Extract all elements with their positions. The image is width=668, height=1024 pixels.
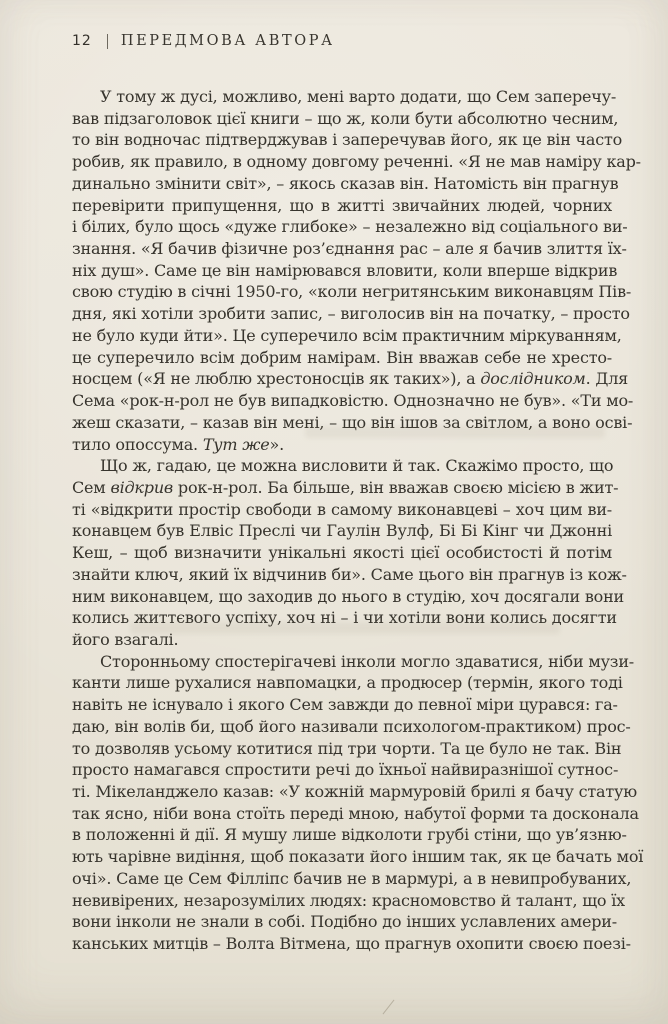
text-line xyxy=(72,564,627,586)
text-run: ним виконавцем, що заходив до нього в студію, хоч досягали вони xyxy=(72,586,625,606)
text-run: конавцем був Елвіс Преслі чи Гаулін Вулф, Бі Бі Кінг чи Джонні xyxy=(72,521,612,541)
text-line xyxy=(72,629,612,651)
text-line xyxy=(72,586,625,608)
header-divider-line xyxy=(107,34,108,49)
text-run: ють чарівне видіння, щоб показати його іншим так, як це бачать мої xyxy=(72,847,644,867)
italic-text-run: відкрив xyxy=(110,477,174,497)
text-line xyxy=(72,281,632,303)
text-run: Сема «рок-н-рол не був випадковістю. Однозначно не був». «Ти мо- xyxy=(72,391,634,411)
text-line xyxy=(72,781,637,803)
text-line xyxy=(72,434,612,456)
text-run: канти лише рухалися навпомацки, а продюсер (термін, якого тоді xyxy=(72,673,623,693)
text-line xyxy=(72,520,612,542)
text-run: ніх душ». Саме це він намірювався вловити, коли вперше відкрив xyxy=(72,260,618,280)
text-line xyxy=(72,759,619,781)
text-line xyxy=(72,108,619,130)
running-header-title: ПЕРЕДМОВА АВТОРА xyxy=(120,33,335,49)
text-run: канських митців – Волта Вітмена, що прагнув охопити своєю поезі- xyxy=(72,934,631,954)
text-line xyxy=(72,86,617,108)
text-run: то він водночас підтверджував і заперечував його, як це він часто xyxy=(72,130,623,150)
text-line xyxy=(72,868,632,890)
text-run: очі». Саме це Сем Філліпс бачив не в мармурі, а в невипробуваних, xyxy=(72,868,632,888)
text-run: це суперечило всім добрим намірам. Він вважав себе не хресто- xyxy=(72,347,612,367)
text-line xyxy=(72,412,633,434)
text-run: У тому ж дусі, можливо, мені варто додати, що Сем заперечу- xyxy=(100,87,617,106)
text-run: просто намагався спростити речі до їхньої найвиразнішої сутнос- xyxy=(72,760,619,780)
text-run: і білих, було щось «дуже глибоке» – незалежно від соціального ви- xyxy=(72,217,628,237)
text-line xyxy=(72,368,629,390)
text-run: тило опоссума. xyxy=(72,434,203,454)
text-line xyxy=(72,651,634,673)
text-run: невивірених, незарозумілих людях: красномовство й талант, що їх xyxy=(72,890,625,910)
text-run: ». xyxy=(269,434,284,454)
text-line xyxy=(72,216,628,238)
text-run: не було куди йти». Це суперечило всім практичним міркуванням, xyxy=(72,325,622,345)
text-run: Сем xyxy=(72,477,111,497)
text-run: даю, він волів би, щоб його називали психологом-практиком) прос- xyxy=(72,716,631,736)
text-line xyxy=(72,303,630,325)
text-line xyxy=(72,260,618,282)
italic-text-run: дослідником xyxy=(480,369,586,389)
text-line xyxy=(72,390,634,412)
running-header xyxy=(72,33,335,49)
text-line xyxy=(72,933,631,955)
text-run: ті. Мікеланджело казав: «У кожній мармуровій брилі я бачу статую xyxy=(72,782,637,801)
text-run: його взагалі. xyxy=(72,629,179,649)
paper-scratch xyxy=(383,1000,395,1015)
paragraph xyxy=(72,455,627,650)
text-run: динально змінити світ», – якось сказав він. Натомість він прагнув xyxy=(72,173,619,193)
text-run: навіть не існувало і якого Сем завжди до певної міри цурався: га- xyxy=(72,695,618,715)
text-line xyxy=(72,195,612,217)
text-line xyxy=(72,173,619,195)
text-line xyxy=(72,824,627,846)
text-line xyxy=(72,890,625,912)
text-line xyxy=(72,499,612,521)
text-line xyxy=(72,846,644,868)
text-run: Що ж, гадаю, це можна висловити й так. Скажімо просто, що xyxy=(100,456,614,476)
text-run: рок-н-рол. Ба більше, він вважав своєю місією в жит- xyxy=(173,477,619,497)
text-line xyxy=(72,738,622,760)
text-line xyxy=(72,716,631,738)
text-line xyxy=(72,542,612,564)
text-line xyxy=(72,694,618,716)
page-text-block xyxy=(72,86,644,955)
text-line xyxy=(72,607,617,629)
text-line xyxy=(72,672,623,694)
text-run: ті «відкрити простір свободи в самому виконавцеві – хоч цим ви- xyxy=(72,499,612,519)
text-line xyxy=(72,325,622,347)
text-run: знання. «Я бачив фізичне роз’єднання рас – але я бачив злиття їх- xyxy=(72,239,627,259)
text-run: вав підзаголовок цієї книги – що ж, коли бути абсолютно чесним, xyxy=(72,108,619,128)
text-line xyxy=(72,455,612,477)
paragraph xyxy=(72,651,644,955)
text-line xyxy=(72,151,641,173)
text-run: робив, як правило, в одному довгому реченні. «Я не мав наміру кар- xyxy=(72,152,641,172)
text-line xyxy=(72,911,617,933)
text-line xyxy=(72,347,612,369)
text-line xyxy=(72,129,623,151)
text-line xyxy=(72,238,627,260)
text-run: дня, які хотіли зробити запис, – виголосив він на початку, – просто xyxy=(72,304,630,324)
text-run: носцем («Я не люблю хрестоносців як таких»), а xyxy=(72,369,481,389)
text-run: . Для xyxy=(585,369,629,389)
text-run: в положенні й дії. Я мушу лише відколоти грубі стіни, що ув’язню- xyxy=(72,825,627,845)
text-line xyxy=(72,803,639,825)
text-run: свою студію в січні 1950-го, «коли негритянським виконавцям Пів- xyxy=(72,282,632,302)
text-run: колись життєвого успіху, хоч ні – і чи хотіли вони колись досягти xyxy=(72,608,617,628)
text-run: Кеш, – щоб визначити унікальні якості цієї особистості й потім xyxy=(72,543,612,563)
text-run: знайти ключ, який їх відчинив би». Саме цього він прагнув із кож- xyxy=(72,564,627,584)
page-number: 12 xyxy=(72,33,92,49)
text-run: жеш сказати, – казав він мені, – що він ішов за світлом, а воно осві- xyxy=(72,412,633,432)
italic-text-run: Тут же xyxy=(202,434,270,454)
text-run: то дозволяв усьому котитися під три чорти. Та це було не так. Він xyxy=(72,738,622,758)
paragraph xyxy=(72,86,641,455)
text-run: так ясно, ніби вона стоїть переді мною, набутої форми та досконала xyxy=(72,803,639,823)
text-line xyxy=(72,477,619,499)
text-run: Сторонньому спостерігачеві інколи могло здаватися, ніби музи- xyxy=(100,651,634,671)
text-run: вони інколи не знали в собі. Подібно до інших уславлених амери- xyxy=(72,912,617,932)
text-run: перевірити припущення, що в житті звичайних людей, чорних xyxy=(72,195,612,215)
